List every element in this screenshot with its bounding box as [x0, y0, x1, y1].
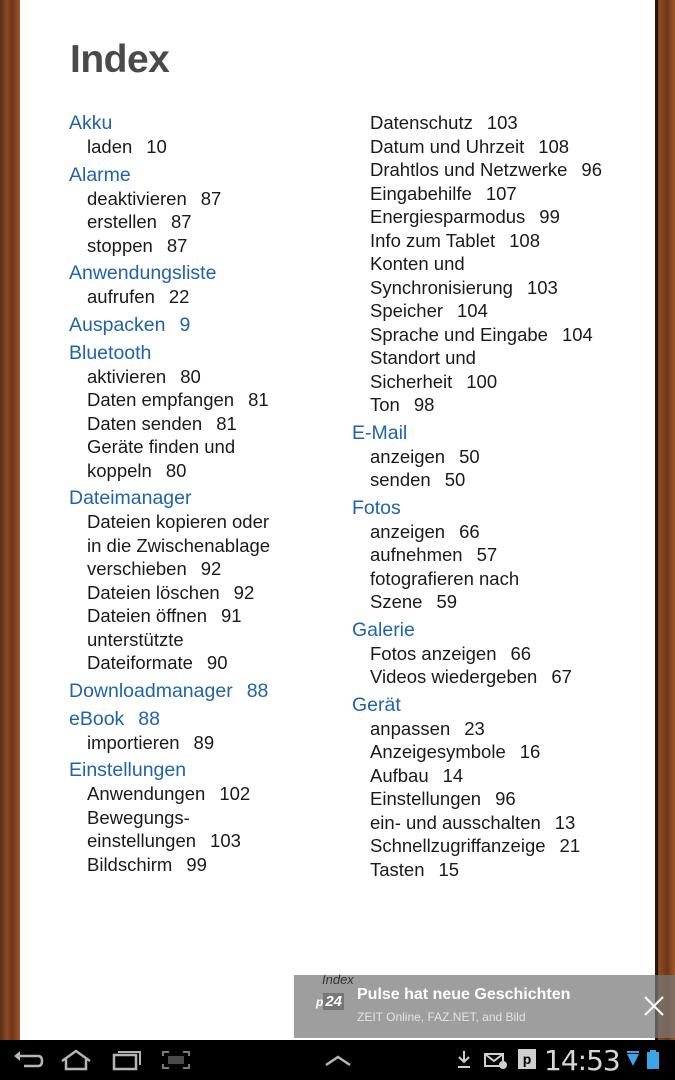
index-subentry[interactable] [69, 581, 339, 605]
page-title: Index [70, 38, 170, 81]
index-subentry-label: Datenschutz [370, 112, 473, 133]
index-subentry[interactable] [69, 651, 339, 675]
screenshot-icon[interactable] [158, 1048, 194, 1072]
index-subentry-label: senden [370, 469, 431, 490]
index-subentry[interactable] [352, 299, 642, 323]
index-subentry-page[interactable]: 98 [413, 394, 435, 415]
index-subentry-page[interactable]: 66 [510, 642, 532, 664]
index-subentry-label: Einstellungen [370, 788, 482, 809]
index-subentry-page[interactable]: 108 [538, 135, 570, 157]
index-heading[interactable] [352, 693, 642, 717]
index-subentry[interactable] [69, 557, 339, 581]
index-heading[interactable] [69, 486, 339, 510]
index-entry [69, 707, 339, 755]
index-subentry[interactable] [69, 628, 339, 652]
index-subentry-label: Konten und [370, 253, 465, 274]
index-subentry[interactable] [352, 787, 642, 811]
index-subentry[interactable] [352, 229, 642, 253]
index-subentry[interactable] [352, 323, 642, 347]
index-subentry[interactable] [69, 782, 339, 806]
index-subentry[interactable] [352, 158, 642, 182]
index-subentry-page[interactable]: 92 [200, 558, 222, 579]
index-heading-label: Einstellungen [69, 759, 187, 781]
index-entry [69, 758, 339, 876]
index-entry [69, 679, 339, 703]
index-subentry[interactable] [69, 210, 339, 234]
index-entry [69, 341, 339, 483]
notification-subtitle: ZEIT Online, FAZ.NET, and Bild [357, 1010, 526, 1024]
index-subentry-label: Fotos anzeigen [370, 642, 497, 664]
index-subentry-page[interactable]: 81 [216, 412, 237, 434]
index-subentry-label: Dateien löschen [87, 581, 220, 603]
index-subentry-page[interactable]: 92 [233, 581, 255, 603]
index-subentry[interactable] [352, 717, 642, 741]
index-entry [352, 693, 642, 882]
chevron-up-icon[interactable] [320, 1048, 356, 1072]
index-heading[interactable] [69, 679, 339, 703]
index-subentry[interactable] [352, 276, 642, 300]
index-subentry-label: deaktivieren [87, 187, 187, 209]
index-subentry[interactable] [352, 665, 642, 689]
index-entry [352, 421, 642, 492]
index-subentry-label: Bildschirm [87, 853, 173, 875]
index-subentry[interactable] [352, 135, 642, 159]
index-subentry-page[interactable]: 67 [551, 666, 572, 687]
index-subentry-label: aufnehmen [370, 544, 463, 565]
index-subentry-label: Videos wiedergeben [370, 666, 538, 687]
index-column-right [352, 111, 642, 883]
index-heading-label: Auspacken [69, 313, 166, 336]
index-subentry-page[interactable]: 96 [495, 788, 516, 809]
index-subentry-label: laden [87, 136, 133, 157]
index-subentry-page[interactable]: 103 [486, 112, 518, 133]
index-subentry-page[interactable]: 103 [210, 830, 241, 851]
index-subentry-label: Schnellzugriffanzeige [370, 835, 546, 856]
index-subentry-label: einstellungen [87, 830, 197, 851]
index-subentry-label: Info zum Tablet [370, 229, 496, 251]
index-subentry-label: fotografieren nach [370, 567, 520, 589]
index-subentry-page[interactable]: 57 [476, 544, 498, 565]
index-subentry-label: Dateiformate [87, 652, 193, 673]
close-icon[interactable] [640, 992, 668, 1020]
index-heading-label: Akku [69, 112, 113, 134]
index-subentry-label: anzeigen [370, 520, 446, 542]
index-subentry-label: Synchronisierung [370, 276, 513, 298]
index-subentry[interactable] [69, 806, 339, 830]
index-subentry[interactable] [69, 388, 339, 412]
index-subentry-label: aufrufen [87, 286, 155, 307]
index-heading-page[interactable]: 88 [246, 679, 269, 702]
back-icon[interactable] [10, 1048, 46, 1072]
index-subentry-page[interactable]: 89 [193, 731, 215, 753]
index-subentry-page[interactable]: 16 [519, 741, 541, 762]
index-heading[interactable] [352, 618, 642, 642]
index-subentry-page[interactable]: 80 [165, 459, 187, 481]
index-subentry-label: verschieben [87, 558, 187, 579]
index-heading-label: Alarme [69, 163, 131, 186]
index-subentry[interactable] [69, 534, 339, 558]
index-subentry-label: koppeln [87, 459, 152, 481]
index-subentry-label: Dateien kopieren oder [87, 511, 270, 532]
index-subentry-page[interactable]: 10 [146, 136, 167, 157]
index-subentry[interactable] [352, 520, 642, 544]
clock: 14:53 [544, 1044, 620, 1077]
index-subentry[interactable] [352, 811, 642, 835]
index-heading[interactable] [69, 313, 339, 337]
index-subentry[interactable] [352, 346, 642, 370]
index-subentry-label: Standort und [370, 347, 476, 368]
index-subentry[interactable] [69, 435, 339, 459]
index-subentry-label: Daten empfangen [87, 389, 235, 410]
index-entry [352, 496, 642, 614]
index-subentry[interactable] [69, 234, 339, 258]
wood-frame-left [0, 0, 20, 1040]
download-icon [456, 1050, 472, 1070]
index-entry [352, 618, 642, 689]
index-subentry[interactable] [69, 285, 339, 309]
index-subentry[interactable] [352, 543, 642, 567]
index-subentry-label: anpassen [370, 717, 451, 739]
index-subentry-label: stoppen [87, 234, 153, 256]
index-heading[interactable] [352, 496, 642, 520]
index-subentry-page[interactable]: 91 [221, 605, 242, 626]
index-subentry[interactable] [352, 111, 642, 135]
index-subentry-page[interactable]: 66 [459, 520, 480, 542]
index-subentry-page[interactable]: 87 [166, 234, 188, 256]
index-subentry[interactable] [352, 834, 642, 858]
index-subentry-page[interactable]: 107 [485, 182, 517, 204]
index-subentry-page[interactable]: 104 [561, 323, 593, 345]
index-entry [69, 261, 339, 309]
index-subentry[interactable] [352, 468, 642, 492]
index-entry [69, 313, 339, 337]
index-subentry-page[interactable]: 108 [509, 229, 540, 251]
index-subentry-label: Speicher [370, 300, 444, 321]
index-heading-label: E-Mail [352, 421, 408, 444]
index-heading[interactable] [69, 707, 339, 731]
index-subentry-page[interactable]: 23 [464, 717, 485, 739]
index-subentry[interactable] [69, 459, 339, 483]
index-subentry-label: Daten senden [87, 412, 203, 434]
index-subentry-label: in die Zwischenablage [87, 534, 271, 556]
index-subentry-page[interactable]: 15 [438, 858, 460, 880]
index-subentry-page[interactable]: 87 [200, 187, 222, 209]
index-heading-label: Downloadmanager [69, 679, 233, 702]
notification-ghost-text: Index [322, 972, 354, 987]
index-subentry[interactable] [69, 731, 339, 755]
index-subentry[interactable] [69, 853, 339, 877]
index-heading-page[interactable]: 9 [179, 313, 191, 336]
index-subentry[interactable] [352, 182, 642, 206]
index-subentry[interactable] [352, 740, 642, 764]
page-edge [655, 0, 658, 1040]
index-subentry-page[interactable]: 14 [442, 764, 464, 786]
index-subentry[interactable] [352, 445, 642, 469]
index-subentry[interactable] [69, 412, 339, 436]
index-subentry[interactable] [69, 135, 339, 159]
index-entry [69, 163, 339, 258]
index-subentry[interactable] [352, 590, 642, 614]
index-subentry-label: Datum und Uhrzeit [370, 135, 525, 157]
index-subentry-label: unterstützte [87, 628, 184, 650]
index-subentry-page[interactable]: 99 [539, 206, 560, 227]
recent-apps-icon[interactable] [108, 1048, 144, 1072]
index-subentry-label: Sicherheit [370, 370, 453, 392]
index-subentry-label: anzeigen [370, 445, 446, 467]
index-subentry-page[interactable]: 90 [206, 652, 228, 673]
book-page[interactable] [20, 0, 655, 1040]
index-heading-label: eBook [69, 707, 125, 730]
index-subentry[interactable] [69, 510, 339, 534]
index-subentry-page[interactable]: 50 [444, 469, 466, 490]
index-subentry-label: Eingabehilfe [370, 182, 472, 204]
index-heading-label: Anwendungsliste [69, 262, 217, 284]
index-subentry-page[interactable]: 87 [170, 211, 192, 232]
index-entry [69, 111, 339, 159]
email-icon [484, 1050, 508, 1070]
pulse-icon-badge: 24 [325, 993, 343, 1010]
index-entry [352, 111, 642, 417]
index-subentry-page[interactable]: 104 [457, 300, 488, 321]
home-icon[interactable] [58, 1048, 94, 1072]
index-subentry-label: Szene [370, 591, 423, 612]
index-subentry-page[interactable]: 22 [168, 286, 190, 307]
index-subentry-page[interactable]: 81 [248, 389, 269, 410]
index-heading-page[interactable]: 88 [138, 707, 160, 730]
index-subentry-label: Aufbau [370, 764, 429, 786]
index-subentry-label: Ton [370, 394, 400, 415]
index-subentry-label: Sprache und Eingabe [370, 323, 548, 345]
notification-title: Pulse hat neue Geschichten [357, 986, 571, 1003]
index-subentry[interactable] [352, 370, 642, 394]
index-subentry-page[interactable]: 59 [436, 591, 458, 612]
index-subentry[interactable] [352, 858, 642, 882]
index-subentry-page[interactable]: 103 [526, 276, 558, 298]
index-heading[interactable] [69, 758, 339, 782]
index-subentry[interactable] [69, 829, 339, 853]
index-subentry-page[interactable]: 13 [554, 811, 576, 833]
index-heading[interactable] [69, 111, 339, 135]
index-subentry-label: Energiesparmodus [370, 206, 526, 227]
index-subentry[interactable] [352, 205, 642, 229]
index-heading[interactable] [352, 421, 642, 445]
index-subentry[interactable] [69, 187, 339, 211]
index-subentry-label: Anzeigesymbole [370, 741, 506, 762]
index-subentry[interactable] [352, 252, 642, 276]
index-subentry-label: aktivieren [87, 365, 167, 387]
index-column-left [69, 111, 339, 878]
battery-icon [646, 1050, 660, 1070]
index-subentry-label: Tasten [370, 858, 425, 880]
pulse-status-icon: p [518, 1049, 536, 1069]
index-subentry-label: Geräte finden und [87, 436, 236, 457]
index-subentry-page[interactable]: 96 [581, 159, 602, 180]
wifi-icon [626, 1050, 640, 1068]
index-heading[interactable] [69, 261, 339, 285]
index-subentry-page[interactable]: 99 [186, 853, 207, 875]
index-subentry-page[interactable]: 80 [180, 365, 201, 387]
index-subentry-page[interactable]: 102 [219, 783, 251, 804]
index-subentry-label: importieren [87, 731, 180, 753]
index-subentry-page[interactable]: 50 [459, 445, 480, 467]
index-heading[interactable] [69, 163, 339, 187]
index-heading-label: Gerät [352, 693, 401, 716]
index-subentry-label: Dateien öffnen [87, 605, 208, 626]
index-subentry-label: ein- und ausschalten [370, 811, 541, 833]
index-subentry-label: erstellen [87, 211, 157, 232]
index-subentry[interactable] [352, 764, 642, 788]
index-heading-label: Fotos [352, 496, 401, 519]
index-subentry[interactable] [69, 365, 339, 389]
pulse-app-icon: p 24 [316, 993, 343, 1010]
index-subentry-page[interactable]: 21 [559, 835, 581, 856]
index-subentry-label: Bewegungs- [87, 806, 190, 828]
index-heading-label: Dateimanager [69, 487, 192, 509]
index-subentry-page[interactable]: 100 [466, 370, 498, 392]
index-subentry-label: Drahtlos und Netzwerke [370, 159, 568, 180]
index-entry [69, 486, 339, 675]
index-subentry[interactable] [352, 642, 642, 666]
index-heading-label: Bluetooth [69, 341, 152, 364]
index-subentry[interactable] [352, 393, 642, 417]
index-subentry[interactable] [69, 604, 339, 628]
index-subentry-label: Anwendungen [87, 783, 206, 804]
index-subentry[interactable] [352, 567, 642, 591]
index-heading-label: Galerie [352, 618, 415, 641]
index-heading[interactable] [69, 341, 339, 365]
